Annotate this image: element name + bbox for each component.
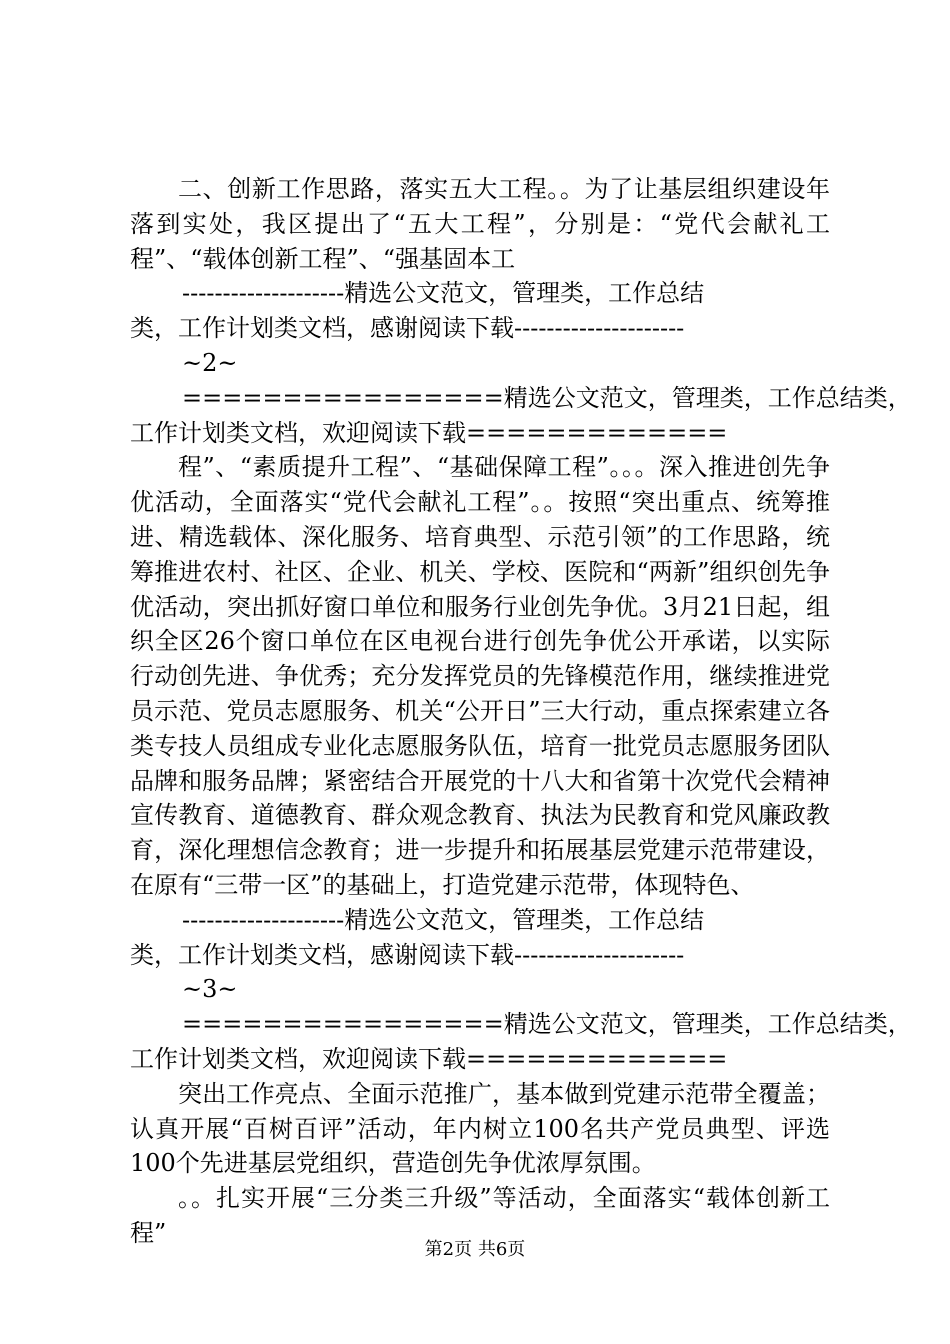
banner-equals-line: ================精选公文范文，管理类，工作总结类， [182,383,912,412]
paragraph-highlights: 突出工作亮点、全面示范推广，基本做到党建示范带全覆盖；认真开展“百树百评”活动，年内树立100名共产党员典型、评选100个先进基层党组织，营造创先争优浓厚氛围。 [130,1079,830,1178]
paragraph-five-projects: 二、创新工作思路，落实五大工程。。为了让基层组织建设年落到实处，我区提出了“五大工程”，分别是：“党代会献礼工程”、“载体创新工程”、“强基固本工 [130,175,830,273]
banner-equals-line-continued: 工作计划类文档，欢迎阅读下载============= [130,1044,728,1073]
banner-equals-line-continued: 工作计划类文档，欢迎阅读下载============= [130,418,728,447]
banner-dash-line: --------------------精选公文范文，管理类，工作总结 [182,905,705,934]
banner-equals-line: ================精选公文范文，管理类，工作总结类， [182,1010,912,1039]
banner-dash-line-continued: 类，工作计划类文档，感谢阅读下载--------------------- [130,940,685,969]
paragraph-activities: 程”、“素质提升工程”、“基础保障工程”。。。深入推进创先争优活动，全面落实“党代会献礼工程”。。按照“突出重点、统筹推进、精选载体、深化服务、培育典型、示范引领”的工作思路，统筹推进农村、社区、企业、机关、学校、医院和“两新”组织创先争优活动，突出抓好窗口单位和服务行业创先争优。3月21日起，组织全区26个窗口单位在区电视台进行创先争优公开承诺，以实际行动创先进、争优秀；充分发挥党员的先锋模范作用，继续推进党员示范、党员志愿服务、机关“公开日”三大行动，重点探索建立各类专技人员组成专业化志愿服务队伍，培育一批党员志愿服务团队品牌和服务品牌；紧密结合开展党的十八大和省第十次党代会精神宣传教育、道德教育、群众观念教育、执法为民教育和党风廉政教育，深化理想信念教育；进一步提升和拓展基层党建示范带建设，在原有“三带一区”的基础上，打造党建示范带，体现特色、 [130,453,830,899]
page-marker: ~3~ [182,975,238,1004]
document-body [130,172,912,1251]
paragraph-carrier-innovation: 。。扎实开展“三分类三升级”等活动，全面落实“载体创新工程” [130,1184,830,1247]
banner-dash-line: --------------------精选公文范文，管理类，工作总结 [182,279,705,308]
banner-dash-line-continued: 类，工作计划类文档，感谢阅读下载--------------------- [130,314,685,343]
page-marker: ~2~ [182,348,238,377]
page-footer: 第2页 共6页 [424,1239,526,1260]
